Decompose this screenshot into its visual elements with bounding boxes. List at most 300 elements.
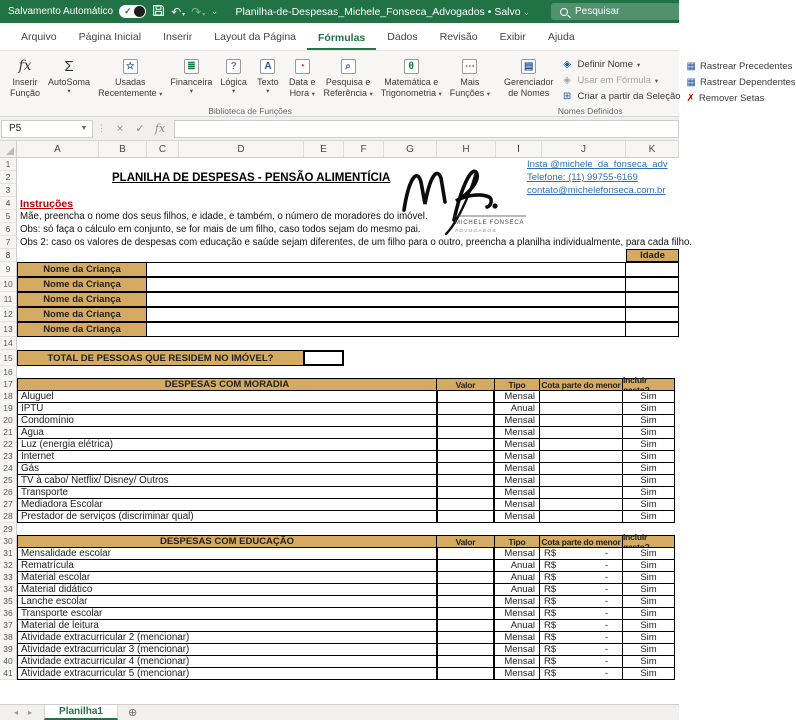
expense-label: Material escolar	[17, 571, 437, 584]
add-sheet-button[interactable]: ⊕	[127, 707, 138, 719]
remove-arrows-icon: ✗	[686, 93, 695, 104]
tipo-cell[interactable]: Anual	[494, 559, 540, 572]
table-title: DESPESAS COM MORADIA	[17, 378, 437, 391]
cancel-entry-button[interactable]: ×	[116, 122, 124, 135]
row-number[interactable]: 36	[0, 607, 17, 620]
row-content	[17, 249, 679, 262]
sheet-row-10	[0, 277, 679, 292]
row-number[interactable]: 26	[0, 486, 17, 499]
ribbon-item-trace-precedents[interactable]	[686, 59, 793, 74]
formula-bar	[0, 117, 679, 141]
expense-label: Transporte escolar	[17, 607, 437, 620]
row-number[interactable]: 35	[0, 595, 17, 608]
header-tipo: Tipo	[494, 535, 540, 548]
row-number[interactable]: 5	[0, 210, 17, 223]
row-content	[17, 292, 679, 307]
incluir-cell[interactable]: Sim	[622, 510, 675, 523]
tipo-cell[interactable]: Mensal	[494, 655, 540, 668]
expense-label: TV à cabo/ Netflix/ Disney/ Outros	[17, 474, 437, 487]
cota-value: -	[604, 620, 608, 631]
ribbon-button-text[interactable]	[251, 54, 285, 106]
column-header-k[interactable]: K	[626, 141, 679, 157]
incluir-cell[interactable]: Sim	[622, 559, 675, 572]
ribbon-button-label: Matemática e Trigonometria ▾	[380, 77, 442, 98]
expense-label: Atividade extracurricular 2 (mencionar)	[17, 631, 437, 644]
undo-button[interactable]: ↶▾	[171, 4, 186, 19]
sheet-tab-planilha1[interactable]: Planilha1	[44, 705, 118, 720]
ribbon-item-label: Rastrear Precedentes	[699, 61, 793, 72]
ribbon-item-label: Usar em Fórmula	[577, 75, 651, 86]
define-name-icon: ◈	[563, 59, 571, 70]
row-content	[17, 262, 679, 277]
ribbon-button-label: Texto ▾	[257, 77, 279, 95]
expense-label: Mediadora Escolar	[17, 498, 437, 511]
cota-value: -	[604, 584, 608, 595]
column-header-g[interactable]: G	[384, 141, 437, 157]
tipo-cell[interactable]: Anual	[494, 619, 540, 632]
expense-label: Gás	[17, 462, 437, 475]
column-header-i[interactable]: I	[496, 141, 542, 157]
search-placeholder: Pesquisar	[575, 6, 620, 17]
ribbon-item-label: Criar a partir da Seleção	[577, 91, 681, 102]
row-number[interactable]: 30	[0, 535, 17, 548]
row-number[interactable]: 31	[0, 547, 17, 560]
instruction-text: Obs 2: caso os valores de despesas com educação e saúde sejam diferentes, de um filho para o outro, preencha a planilha individualmente, para cada filho.	[20, 237, 693, 248]
chevron-down-icon: ▾	[182, 11, 186, 18]
sheet-row-41	[0, 667, 679, 680]
ribbon-button-label: Data e Hora ▾	[288, 77, 316, 98]
toggle-knob-icon	[134, 6, 145, 17]
expense-label: Atividade extracurricular 4 (mencionar)	[17, 655, 437, 668]
column-header-c[interactable]: C	[147, 141, 179, 157]
tipo-cell[interactable]: Mensal	[494, 498, 540, 511]
header-valor: Valor	[436, 535, 495, 548]
ribbon-button-math-trig[interactable]	[377, 54, 446, 106]
instruction-text: Obs: só faça o cálculo em conjunto, se for mais de um filho, caso todos sejam do mesmo pai.	[20, 224, 421, 235]
ribbon-button-lookup-reference[interactable]	[319, 54, 376, 106]
trace-precedents-icon: ▦	[686, 61, 696, 72]
row-number[interactable]: 29	[0, 523, 17, 536]
row-number[interactable]: 17	[0, 378, 17, 391]
ribbon-item-trace-dependents[interactable]	[686, 75, 796, 90]
tipo-cell[interactable]: Mensal	[494, 486, 540, 499]
valor-input[interactable]	[436, 667, 495, 680]
child-age-input[interactable]	[625, 322, 679, 337]
ribbon-button-label: AutoSoma ▾	[48, 77, 91, 95]
ribbon-button-date-time[interactable]	[285, 54, 320, 106]
incluir-cell[interactable]: Sim	[622, 571, 675, 584]
row-number[interactable]: 7	[0, 236, 17, 249]
check-icon: ✓	[124, 6, 132, 16]
row-number[interactable]: 28	[0, 510, 17, 523]
row-number[interactable]: 18	[0, 390, 17, 403]
tipo-cell[interactable]: Mensal	[494, 595, 540, 608]
more-functions-icon: ⋯	[462, 56, 477, 76]
svg-text:Michele Fonseca: Michele Fonseca	[455, 220, 525, 226]
row-number[interactable]: 6	[0, 223, 17, 236]
total-residents-label: TOTAL DE PESSOAS QUE RESIDEM NO IMÓVEL?	[17, 350, 304, 366]
search-icon	[560, 8, 568, 16]
tab-layout-da-pa-gina[interactable]: Layout da Página	[214, 31, 296, 43]
child-name-input[interactable]	[146, 262, 626, 277]
incluir-cell[interactable]: Sim	[622, 643, 675, 656]
row-number[interactable]: 24	[0, 462, 17, 475]
cota-value: -	[604, 572, 608, 583]
row-number[interactable]: 41	[0, 667, 17, 680]
select-all-corner[interactable]	[0, 141, 17, 157]
expense-label: Aluguel	[17, 390, 437, 403]
expense-label: Internet	[17, 450, 437, 463]
function-library-group	[0, 51, 496, 116]
trace-dependents-icon: ▦	[686, 77, 696, 88]
tipo-cell[interactable]: Mensal	[494, 667, 540, 680]
save-icon[interactable]	[152, 4, 165, 19]
header-incluir: Incluir	[622, 535, 675, 548]
row-number[interactable]: 16	[0, 366, 17, 379]
defined-names-group	[498, 51, 683, 116]
column-header-j[interactable]: J	[542, 141, 626, 157]
expense-label: Transporte	[17, 486, 437, 499]
expense-label: Luz (energia elétrica)	[17, 438, 437, 451]
incluir-cell[interactable]: Sim	[622, 390, 675, 403]
formula-auditing-group	[685, 51, 796, 116]
tipo-cell[interactable]: Mensal	[494, 643, 540, 656]
expense-label: Mensalidade escolar	[17, 547, 437, 560]
currency-symbol: R$	[544, 620, 557, 631]
currency-symbol: R$	[544, 560, 557, 571]
financial-icon: ≣	[184, 56, 199, 76]
row-content	[17, 322, 679, 337]
next-sheet-button[interactable]: ▸	[28, 708, 33, 717]
sheet-row-5	[0, 210, 679, 223]
cota-value: -	[604, 656, 608, 667]
row-number[interactable]: 14	[0, 337, 17, 350]
group-label-defined-names: Nomes Definidos	[557, 106, 623, 116]
column-header-a[interactable]: A	[17, 141, 99, 157]
sheet-row-7	[0, 236, 693, 249]
autosum-icon: Σ	[64, 57, 74, 75]
cota-value: -	[604, 608, 608, 619]
row-number[interactable]: 1	[0, 158, 17, 171]
expense-label: Água	[17, 426, 437, 439]
column-header-e[interactable]: E	[304, 141, 344, 157]
child-age-input[interactable]	[625, 292, 679, 307]
expense-label: Lanche escolar	[17, 595, 437, 608]
incluir-cell[interactable]: Sim	[622, 595, 675, 608]
row-number[interactable]: 34	[0, 583, 17, 596]
row-number[interactable]: 9	[0, 262, 17, 277]
incluir-cell[interactable]: Sim	[622, 402, 675, 415]
expense-label: Atividade extracurricular 3 (mencionar)	[17, 643, 437, 656]
row-content	[17, 197, 679, 210]
sheet-row-9	[0, 262, 679, 277]
column-header-d[interactable]: D	[179, 141, 304, 157]
column-header-b[interactable]: B	[99, 141, 147, 157]
incluir-cell[interactable]: Sim	[622, 438, 675, 451]
ribbon-button-name-manager[interactable]	[500, 54, 558, 106]
row-number[interactable]: 4	[0, 197, 17, 210]
row-content	[17, 307, 679, 322]
child-age-input[interactable]	[625, 307, 679, 322]
ribbon-button-label: Financeira ▾	[170, 77, 213, 95]
ribbon-button-autosum[interactable]	[44, 54, 94, 106]
name-box-value: P5	[9, 123, 22, 134]
row-number[interactable]: 37	[0, 619, 17, 632]
cota-value: -	[604, 560, 608, 571]
redo-button[interactable]: ↷▾	[191, 4, 206, 19]
chevron-down-icon: ▾	[232, 87, 236, 95]
incluir-cell[interactable]: Sim	[622, 486, 675, 499]
ribbon-item-label: Remover Setas	[698, 93, 765, 104]
tipo-cell[interactable]: Mensal	[494, 414, 540, 427]
tab-fo-rmulas[interactable]: Fórmulas	[307, 26, 376, 51]
ribbon-button-logical[interactable]	[216, 54, 251, 106]
confirm-entry-button[interactable]: ✓	[135, 123, 145, 135]
row-number[interactable]: 19	[0, 402, 17, 415]
math-trig-icon: θ	[404, 56, 419, 76]
child-name-input[interactable]	[146, 292, 626, 307]
child-name-input[interactable]	[146, 307, 626, 322]
chevron-down-icon: ▾	[189, 87, 194, 95]
ribbon-button-label: Mais Funções ▾	[449, 77, 491, 98]
lookup-reference-icon: ⌕	[341, 56, 356, 76]
incluir-cell[interactable]: Sim	[622, 547, 675, 560]
total-residents-input[interactable]	[303, 350, 344, 366]
row-number[interactable]: 33	[0, 571, 17, 584]
chevron-down-icon: ▾	[654, 77, 659, 85]
incluir-cell[interactable]: Sim	[622, 607, 675, 620]
date-time-icon: ◔	[295, 56, 310, 76]
row-number[interactable]: 25	[0, 474, 17, 487]
incluir-cell[interactable]: Sim	[622, 474, 675, 487]
sheet-row-28	[0, 510, 679, 523]
incluir-cell[interactable]: Sim	[622, 583, 675, 596]
row-number[interactable]: 12	[0, 307, 17, 322]
currency-symbol: R$	[544, 572, 557, 583]
tipo-cell[interactable]: Mensal	[494, 607, 540, 620]
ribbon-item-remove-arrows[interactable]	[686, 91, 765, 106]
cota-value: -	[604, 632, 608, 643]
column-headers	[0, 141, 679, 158]
ribbon-button-more-functions[interactable]	[446, 54, 494, 106]
insert-function-icon: fx	[18, 58, 32, 74]
svg-text:Advogados: Advogados	[455, 229, 497, 234]
tipo-cell[interactable]: Mensal	[494, 462, 540, 475]
tipo-cell[interactable]: Anual	[494, 583, 540, 596]
row-number[interactable]: 15	[0, 350, 17, 366]
document-title: Planilha-de-Despesas_Michele_Fonseca_Advogados • Salvo ⌄	[235, 5, 530, 18]
incluir-cell[interactable]: Sim	[622, 414, 675, 427]
incluir-cell[interactable]: Sim	[622, 655, 675, 668]
sheet-row-6	[0, 223, 679, 236]
expense-label: Atividade extracurricular 5 (mencionar)	[17, 667, 437, 680]
row-number[interactable]: 21	[0, 426, 17, 439]
valor-input[interactable]	[436, 510, 495, 523]
incluir-cell[interactable]: Sim	[622, 667, 675, 680]
header-cota: Cota parte do menor	[539, 378, 623, 391]
column-header-h[interactable]: H	[437, 141, 496, 157]
row-content	[17, 223, 679, 236]
row-number[interactable]: 11	[0, 292, 17, 307]
instructions-heading: Instruções	[20, 197, 74, 210]
row-content	[17, 337, 679, 350]
customize-quick-access-button[interactable]: ⌄	[211, 6, 218, 16]
cota-value: -	[604, 548, 608, 559]
expense-label: Rematrícula	[17, 559, 437, 572]
cota-value: -	[604, 644, 608, 655]
row-number[interactable]: 13	[0, 322, 17, 337]
tab-dados[interactable]: Dados	[387, 31, 418, 43]
ribbon-item-define-name[interactable]	[561, 57, 681, 72]
row-content	[17, 667, 679, 680]
prev-sheet-button[interactable]: ◂	[14, 708, 19, 717]
incluir-cell[interactable]: Sim	[622, 462, 675, 475]
ribbon-button-recently-used[interactable]	[94, 54, 166, 106]
currency-symbol: R$	[544, 632, 557, 643]
sheet-tab-bar	[0, 704, 679, 720]
row-content	[17, 158, 679, 171]
tipo-cell[interactable]: Mensal	[494, 510, 540, 523]
child-name-label: Nome da Criança	[17, 277, 147, 292]
drag-handle-icon: ⋮	[97, 123, 106, 133]
table-title: DESPESAS COM EDUCAÇÃO	[17, 535, 437, 548]
currency-symbol: R$	[544, 548, 557, 559]
currency-symbol: R$	[544, 584, 557, 595]
cota-cell[interactable]	[539, 510, 623, 523]
column-header-f[interactable]: F	[344, 141, 384, 157]
autosave-label: Salvamento Automático	[8, 6, 114, 17]
chevron-down-icon: ▾	[636, 61, 641, 69]
ribbon-button-insert-function[interactable]	[6, 54, 44, 106]
sheet-row-2	[0, 171, 679, 184]
ribbon-button-label: Inserir Função	[10, 77, 41, 98]
tipo-cell[interactable]: Anual	[494, 402, 540, 415]
row-number[interactable]: 8	[0, 249, 17, 262]
tipo-cell[interactable]: Mensal	[494, 631, 540, 644]
phone-link[interactable]: Telefone: (11) 99755-6169	[527, 172, 638, 183]
tipo-cell[interactable]: Anual	[494, 571, 540, 584]
currency-symbol: R$	[544, 656, 557, 667]
ribbon-button-financial[interactable]	[166, 54, 216, 106]
chevron-down-icon: ▾	[67, 87, 71, 95]
email-link[interactable]: contato@michelefonseca.com.br	[527, 185, 666, 196]
tipo-cell[interactable]: Mensal	[494, 547, 540, 560]
row-number[interactable]: 3	[0, 184, 17, 197]
insert-function-icon[interactable]: fx	[154, 122, 166, 135]
tab-inserir[interactable]: Inserir	[163, 31, 193, 43]
row-number[interactable]: 27	[0, 498, 17, 511]
cota-cell[interactable]	[539, 667, 623, 680]
sheet-row-14	[0, 337, 679, 350]
tab-revisa-o[interactable]: Revisão	[439, 31, 478, 43]
incluir-cell[interactable]: Sim	[622, 498, 675, 511]
ribbon-item-label: Rastrear Dependentes	[699, 77, 796, 88]
child-name-label: Nome da Criança	[17, 292, 147, 307]
row-number[interactable]: 38	[0, 631, 17, 644]
sheet-row-12	[0, 307, 679, 322]
autosave-toggle[interactable]	[119, 5, 146, 18]
row-content	[17, 210, 679, 223]
chevron-down-icon: ▾	[266, 87, 270, 95]
row-number[interactable]: 20	[0, 414, 17, 427]
child-age-input[interactable]	[625, 277, 679, 292]
tipo-cell[interactable]: Mensal	[494, 438, 540, 451]
expense-label: Prestador de serviços (discriminar qual)	[17, 510, 437, 523]
row-content	[17, 510, 679, 523]
name-box[interactable]	[1, 120, 93, 138]
row-number[interactable]: 32	[0, 559, 17, 572]
child-name-label: Nome da Criança	[17, 307, 147, 322]
tab-ajuda[interactable]: Ajuda	[547, 31, 575, 43]
spreadsheet-grid	[0, 158, 693, 704]
ribbon-item-label: Definir Nome	[577, 59, 633, 70]
row-number[interactable]: 22	[0, 438, 17, 451]
tipo-cell[interactable]: Mensal	[494, 474, 540, 487]
logical-icon: ?	[226, 56, 241, 76]
sheet-row-4	[0, 197, 679, 210]
ribbon-button-label: Usadas Recentemente ▾	[98, 77, 163, 98]
row-content	[17, 277, 679, 292]
name-manager-icon: ▤	[521, 56, 536, 76]
ribbon-item-use-in-formula[interactable]	[561, 73, 681, 88]
tab-pa-gina-inicial[interactable]: Página Inicial	[78, 31, 142, 43]
incluir-cell[interactable]: Sim	[622, 631, 675, 644]
incluir-cell[interactable]: Sim	[622, 426, 675, 439]
incluir-cell[interactable]: Sim	[622, 450, 675, 463]
row-number[interactable]: 39	[0, 643, 17, 656]
tab-exibir[interactable]: Exibir	[499, 31, 526, 43]
header-incluir: Incluir	[622, 378, 675, 391]
row-number[interactable]: 2	[0, 171, 17, 184]
ribbon-item-create-from-selection[interactable]	[561, 89, 681, 104]
tab-arquivo[interactable]: Arquivo	[21, 31, 57, 43]
row-content	[17, 350, 679, 366]
incluir-cell[interactable]: Sim	[622, 619, 675, 632]
expense-label: Condomínio	[17, 414, 437, 427]
child-name-label: Nome da Criança	[17, 322, 147, 337]
formula-input[interactable]	[174, 120, 679, 138]
tipo-cell[interactable]: Mensal	[494, 450, 540, 463]
row-number[interactable]: 40	[0, 655, 17, 668]
row-number[interactable]: 23	[0, 450, 17, 463]
row-number[interactable]: 10	[0, 277, 17, 292]
child-age-input[interactable]	[625, 262, 679, 277]
child-name-input[interactable]	[146, 322, 626, 337]
row-content	[17, 171, 679, 184]
currency-symbol: R$	[544, 644, 557, 655]
sheet-row-3	[0, 184, 679, 197]
expense-label: IPTU	[17, 402, 437, 415]
create-from-selection-icon: ⊞	[562, 91, 572, 102]
sheet-row-8	[0, 249, 679, 262]
header-cota: Cota parte do menor	[539, 535, 623, 548]
sheet-row-13	[0, 322, 679, 337]
ribbon-tabs	[0, 23, 679, 50]
search-input[interactable]	[551, 3, 679, 20]
tipo-cell[interactable]: Mensal	[494, 390, 540, 403]
child-name-input[interactable]	[146, 277, 626, 292]
tipo-cell[interactable]: Mensal	[494, 426, 540, 439]
row-content	[17, 236, 693, 249]
use-in-formula-icon: ◈	[563, 75, 571, 86]
group-label-function-library: Biblioteca de Funções	[208, 106, 292, 116]
currency-symbol: R$	[544, 668, 557, 679]
title-bar	[0, 0, 679, 23]
instagram-link[interactable]: Insta @michele_da_fonseca_adv	[527, 159, 668, 170]
idade-header: Idade	[626, 249, 679, 262]
chevron-down-icon: ▼	[80, 125, 88, 132]
child-name-label: Nome da Criança	[17, 262, 147, 277]
